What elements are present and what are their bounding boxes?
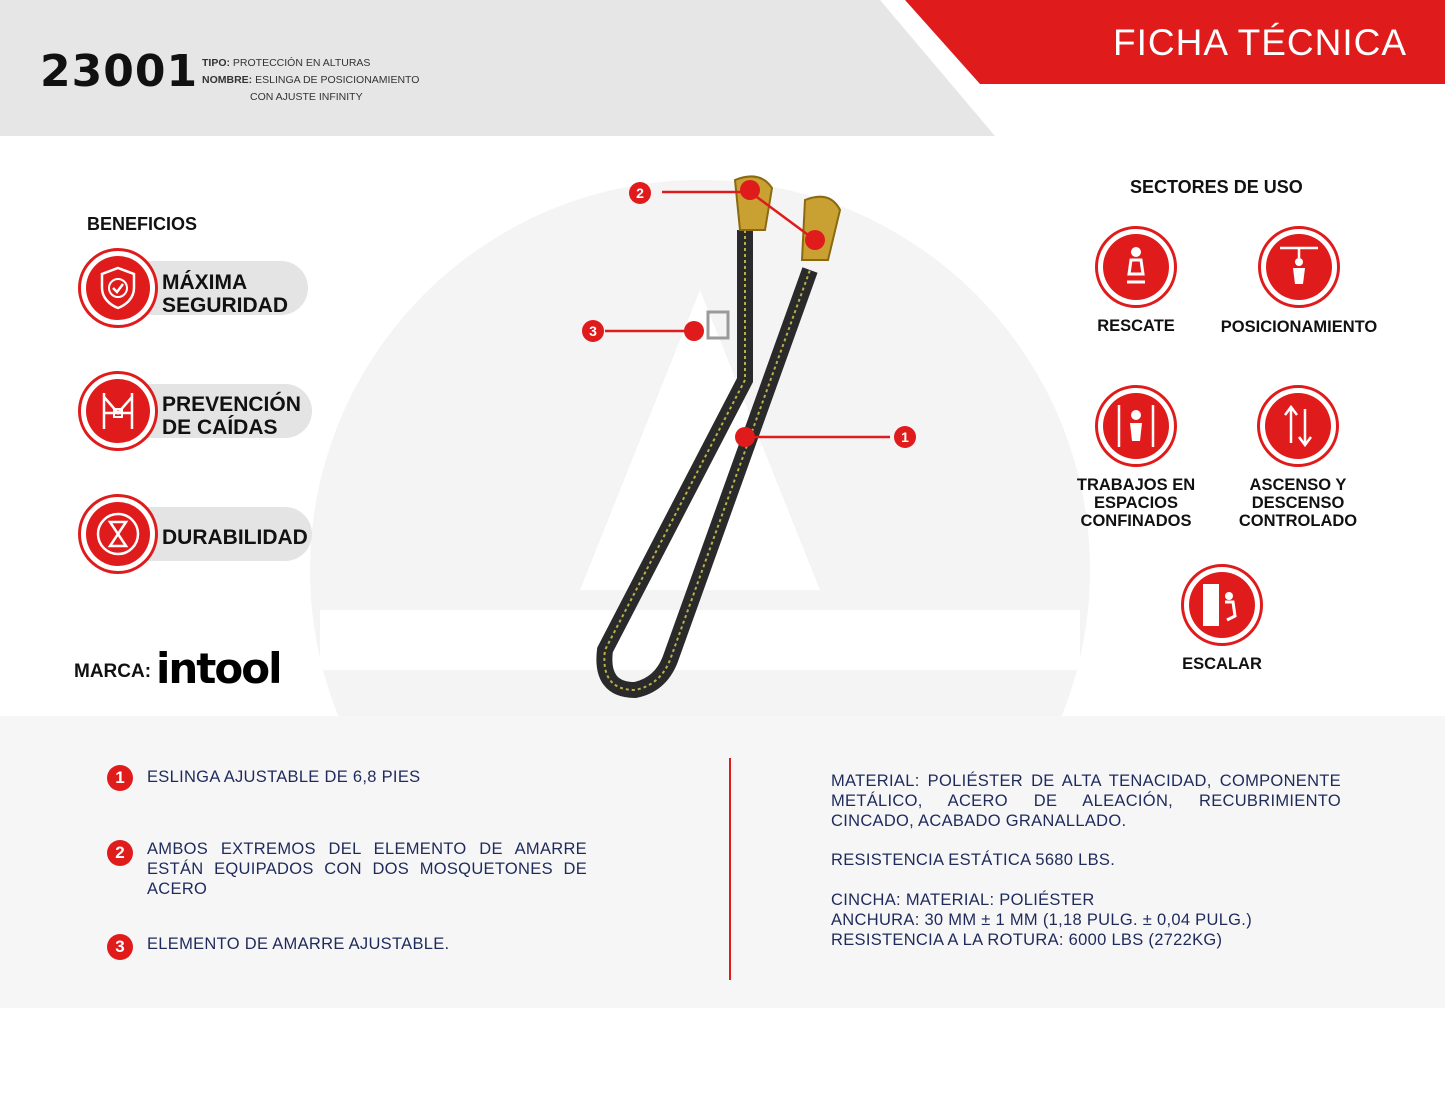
- nombre-value-line2: CON AJUSTE INFINITY: [250, 91, 363, 103]
- rescue-icon: [1103, 234, 1169, 300]
- sector-ring: [1095, 385, 1177, 467]
- sector-label-line3: CONTROLADO: [1238, 512, 1358, 530]
- benefit-badge: [78, 494, 158, 574]
- nombre-label: NOMBRE:: [202, 74, 253, 86]
- feature-number-2: 2: [107, 840, 133, 866]
- sector-label-line2: DESCENSO: [1251, 494, 1345, 512]
- benefit-label-line1: DURABILIDAD: [162, 526, 308, 549]
- specs-divider: [729, 758, 731, 980]
- benefit-label-line2: DE CAÍDAS: [162, 416, 278, 439]
- benefit-badge: [78, 248, 158, 328]
- benefit-label-line1: MÁXIMA: [162, 271, 248, 294]
- callout-3: 3: [582, 320, 604, 342]
- benefit-label-line1: PREVENCIÓN: [162, 393, 301, 416]
- sector-espacios-confinados: [1066, 385, 1206, 530]
- sector-ring: [1095, 226, 1177, 308]
- brand-logo: intool: [156, 644, 281, 693]
- sector-ring: [1181, 564, 1263, 646]
- sector-label: RESCATE: [1097, 317, 1175, 335]
- ficha-tecnica-title: FICHA TÉCNICA: [1113, 22, 1407, 63]
- benefit-durabilidad: [78, 494, 318, 576]
- spec-rotura: RESISTENCIA A LA ROTURA: 6000 LBS (2722KG): [831, 931, 1223, 949]
- callout-1: 1: [894, 426, 916, 448]
- hourglass-icon: [86, 502, 150, 566]
- feature-number-1: 1: [107, 765, 133, 791]
- product-code: 23001: [40, 46, 199, 97]
- product-meta: [202, 55, 419, 106]
- feature-text-1: ESLINGA AJUSTABLE DE 6,8 PIES: [147, 768, 421, 786]
- sector-ring: [1257, 385, 1339, 467]
- benefit-badge: [78, 371, 158, 451]
- benefits-title: BENEFICIOS: [87, 214, 198, 234]
- tipo-label: TIPO:: [202, 57, 230, 69]
- nombre-value-line1: ESLINGA DE POSICIONAMIENTO: [255, 74, 420, 86]
- sector-label: POSICIONAMIENTO: [1220, 318, 1378, 336]
- spec-material: MATERIAL: POLIÉSTER DE ALTA TENACIDAD, COMPONENTE METÁLICO, ACERO DE ALEACIÓN, RECUBRIMIENTO CINCADO, ACABADO GRANALLADO.: [831, 772, 1341, 830]
- climbing-icon: [1189, 572, 1255, 638]
- sector-label-line1: ASCENSO Y: [1249, 476, 1347, 494]
- spec-resistencia: RESISTENCIA ESTÁTICA 5680 LBS.: [831, 851, 1116, 869]
- feature-text-3: ELEMENTO DE AMARRE AJUSTABLE.: [147, 935, 450, 953]
- spec-anchura: ANCHURA: 30 MM ± 1 MM (1,18 PULG. ± 0,04 PULG.): [831, 911, 1252, 929]
- sector-ascenso-descenso: [1228, 385, 1368, 530]
- benefit-maxima-seguridad: [78, 248, 318, 330]
- benefit-label-line2: SEGURIDAD: [162, 294, 289, 317]
- tipo-value: PROTECCIÓN EN ALTURAS: [232, 57, 371, 69]
- positioning-icon: [1266, 234, 1332, 300]
- sector-label: ESCALAR: [1182, 655, 1262, 673]
- feature-number-3: 3: [107, 934, 133, 960]
- sector-escalar: [1172, 564, 1272, 673]
- sector-label-line2: ESPACIOS: [1093, 494, 1179, 512]
- harness-icon: [86, 379, 150, 443]
- sector-posicionamiento: [1214, 226, 1384, 336]
- sector-rescate: [1086, 226, 1186, 335]
- shield-check-icon: [86, 256, 150, 320]
- sectors-title: SECTORES DE USO: [1130, 177, 1303, 197]
- brand-label: MARCA:: [74, 661, 152, 682]
- confined-space-icon: [1103, 393, 1169, 459]
- sector-ring: [1258, 226, 1340, 308]
- sector-label-line3: CONFINADOS: [1080, 512, 1192, 530]
- sector-label-line1: TRABAJOS EN: [1076, 476, 1196, 494]
- up-down-arrows-icon: [1265, 393, 1331, 459]
- feature-text-2: AMBOS EXTREMOS DEL ELEMENTO DE AMARRE ESTÁN EQUIPADOS CON DOS MOSQUETONES DE ACERO: [147, 840, 587, 898]
- benefit-prevencion-caidas: [78, 371, 318, 453]
- spec-cincha: CINCHA: MATERIAL: POLIÉSTER: [831, 891, 1095, 909]
- callout-2: 2: [629, 182, 651, 204]
